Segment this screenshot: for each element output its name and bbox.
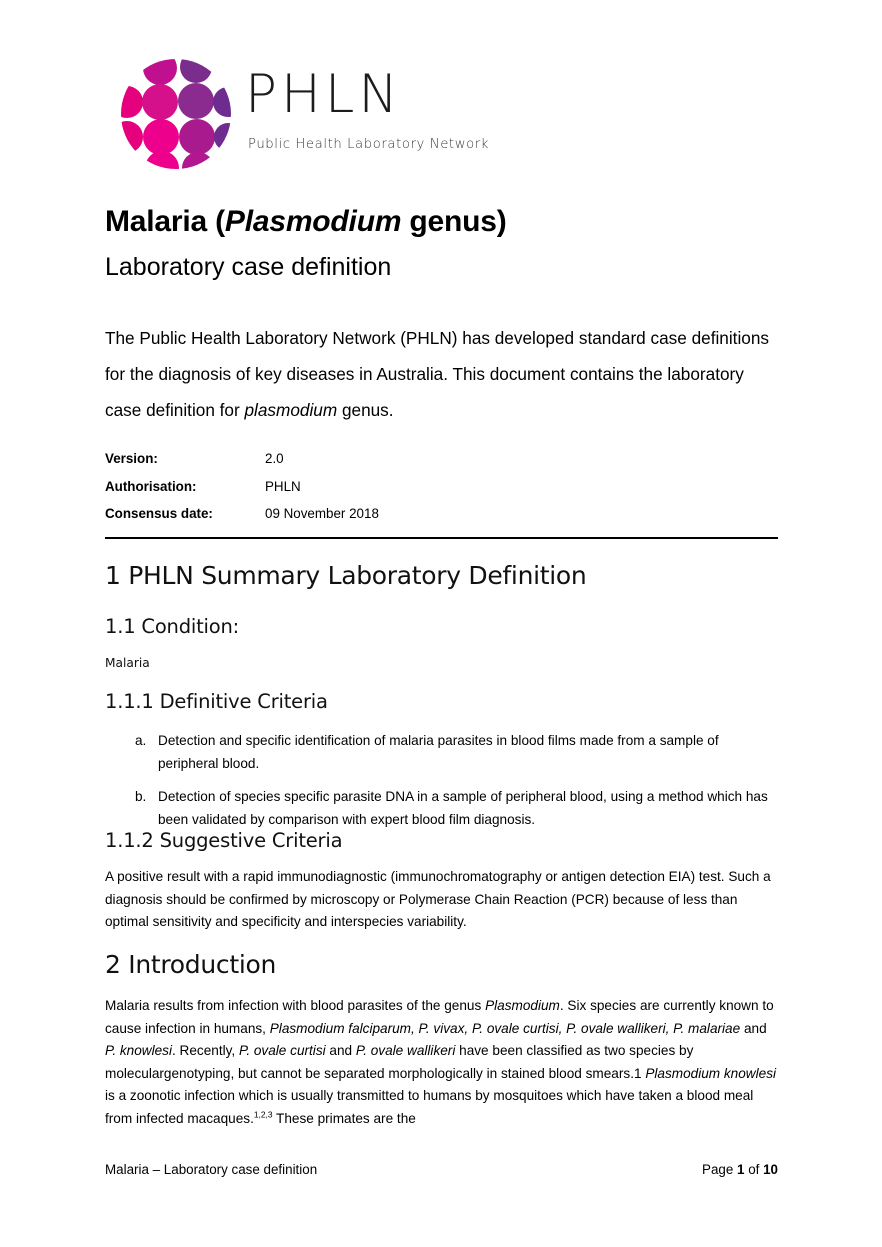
lede-part-1: The Public Health Laboratory Network (PHLN) has developed standard case definitions for the diagnosis of key diseases in Australia. This document contains the laboratory case definition for — [105, 328, 769, 420]
intro-t5: and — [325, 1043, 356, 1059]
intro-i6: Plasmodium knowlesi — [645, 1065, 777, 1081]
footer-total-pages: 10 — [763, 1162, 778, 1177]
metadata-label: Authorisation: — [105, 478, 197, 494]
intro-i4: P. ovale curtisi — [239, 1043, 326, 1059]
heading-section-1: 1 PHLN Summary Laboratory Definition — [105, 561, 587, 590]
suggestive-criteria-body: A positive result with a rapid immunodiagnostic (immunochromatography or antigen detection EIA) test. Such a diagnosis should be confirmed by microscopy or Polymerase Chain Reaction (PCR) because of less than optimal sensitivity and specificity and interspecies variability. — [105, 869, 771, 930]
intro-t8: These primates are the — [272, 1110, 416, 1126]
phln-logo-mark-icon — [120, 58, 232, 170]
footer-current-page: 1 — [737, 1162, 745, 1177]
intro-t6: have been classified as two species by moleculargenotyping, but cannot be separated morphologically in stained blood smears.1 — [105, 1043, 694, 1081]
list-item-text: Detection and specific identification of malaria parasites in blood films made from a sample of peripheral blood. — [158, 733, 719, 771]
page-subtitle: Laboratory case definition — [105, 253, 392, 281]
phln-wordmark: PHLN — [245, 64, 402, 125]
footer-of-word: of — [744, 1162, 764, 1177]
introduction-body — [105, 995, 779, 1131]
heading-section-2: 2 Introduction — [105, 950, 277, 979]
metadata-label: Version: — [105, 451, 158, 466]
list-item — [105, 730, 779, 775]
list-item — [105, 786, 779, 831]
footer-page-number — [702, 1160, 778, 1180]
intro-t4: . Recently, — [172, 1043, 239, 1059]
phln-tagline: Public Health Laboratory Network — [248, 137, 490, 152]
intro-t7: is a zoonotic infection which is usually transmitted to humans by mosquitoes which have taken a blood meal from infected macaques. — [105, 1088, 754, 1126]
list-marker: a. — [135, 733, 147, 748]
intro-t1: Malaria results from infection with blood parasites of the genus — [105, 998, 486, 1013]
metadata-value: 2.0 — [265, 451, 284, 466]
heading-section-1-1: 1.1 Condition: — [105, 615, 240, 638]
intro-i5: P. ovale wallikeri — [355, 1043, 456, 1059]
intro-i3: P. knowlesi — [105, 1043, 172, 1059]
citation-superscript: 1,2,3 — [253, 1109, 273, 1120]
metadata-row — [105, 473, 535, 501]
intro-i1: Plasmodium — [485, 998, 560, 1013]
metadata-label: Consensus date: — [105, 506, 213, 521]
lede-genus: plasmodium — [244, 400, 338, 420]
heading-section-1-1-2: 1.1.2 Suggestive Criteria — [105, 829, 343, 852]
intro-i2: Plasmodium falciparum, P. vivax, P. ovale curtisi, P. ovale wallikeri, P. malariae — [269, 1020, 741, 1036]
document-metadata — [105, 445, 535, 528]
metadata-row — [105, 445, 535, 473]
title-suffix: genus) — [401, 205, 507, 238]
intro-t2: . Six species are currently known to cause infection in humans, — [105, 998, 774, 1036]
intro-t3: and — [740, 1020, 767, 1036]
definitive-criteria-list — [105, 730, 779, 831]
list-marker: b. — [135, 789, 147, 805]
lede-part-2: genus. — [337, 400, 394, 420]
heading-section-1-1-1: 1.1.1 Definitive Criteria — [105, 690, 328, 713]
phln-logo — [120, 58, 490, 170]
metadata-value: PHLN — [265, 478, 301, 494]
page-title — [105, 205, 507, 239]
horizontal-divider — [105, 537, 778, 539]
footer-page-word: Page — [702, 1162, 738, 1177]
title-prefix: Malaria ( — [105, 205, 225, 238]
title-genus: Plasmodium — [224, 205, 402, 238]
footer-document-name: Malaria – Laboratory case definition — [105, 1162, 318, 1177]
condition-body: Malaria — [105, 656, 150, 670]
list-item-text: Detection of species specific parasite DNA in a sample of peripheral blood, using a method which has been validated by comparison with expert blood film diagnosis. — [158, 789, 768, 827]
metadata-row — [105, 500, 535, 528]
metadata-value: 09 November 2018 — [265, 506, 379, 521]
intro-lede — [105, 320, 770, 428]
